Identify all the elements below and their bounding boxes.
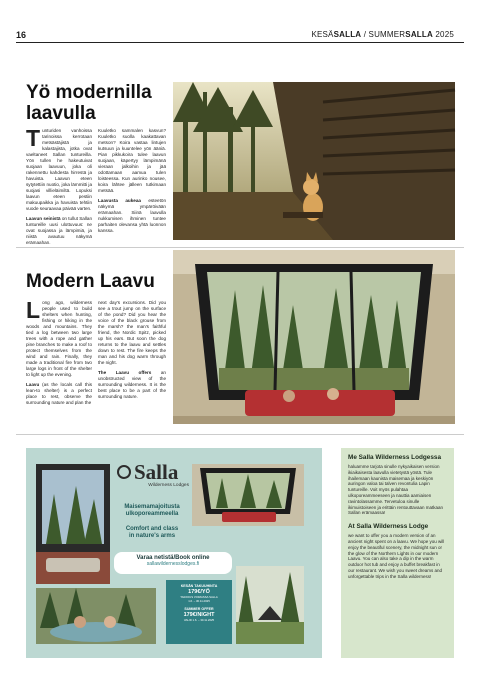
page-number: 16 bbox=[16, 30, 27, 40]
footer-divider bbox=[16, 434, 464, 435]
logo-sub: Wilderness Lodges bbox=[148, 483, 189, 488]
offer-fi-dates: 1.6. – 30.11.2025 bbox=[188, 599, 210, 603]
header-mid: / SUMMER bbox=[361, 30, 406, 39]
tagline-en-1: Comfort and class bbox=[125, 526, 179, 532]
header-brand-2: SALLA bbox=[405, 30, 433, 39]
header-brand-1: SALLA bbox=[333, 30, 362, 39]
tagline-en bbox=[115, 526, 189, 540]
fi-column-1 bbox=[26, 125, 93, 245]
header-year: 2025 bbox=[432, 30, 454, 39]
fi-title-line-1: Yö modernilla bbox=[26, 82, 152, 103]
header-rule bbox=[16, 42, 464, 43]
fi-column-2 bbox=[98, 128, 166, 236]
ad-laavu-photo bbox=[192, 464, 304, 526]
offer-en-price: 179€/NIGHT bbox=[183, 612, 215, 618]
fi-dropcap: T bbox=[26, 125, 41, 151]
modern-laavu-photo bbox=[173, 250, 455, 424]
en-dropcap: L bbox=[26, 297, 41, 323]
price-offer bbox=[166, 580, 232, 644]
fi-col1-lead: Laavun seinistä bbox=[26, 216, 61, 221]
sidebar-fi-title: Me Salla Wilderness Lodgessa bbox=[348, 454, 441, 461]
laavu-dog-photo bbox=[173, 82, 455, 240]
book-line-2: sallawildernesslodges.fi bbox=[146, 561, 200, 567]
logo-mark-icon bbox=[117, 465, 131, 479]
fi-col2-text: Kuuletko sammalen kasvun? Kuuletko suolla kaakattavan metson? Koira vastaa lintujen kutsuun ja kuuntelee yön ääniä. Pian pikkukoira tulee laavun suojaan, käpertyy lämpimänä vieraan jalkoihin ja jää odottamaan aamua tulen loisteessa. Kun aurinko nousee, koira lähtee jälleen tutkimaan metsää. bbox=[98, 128, 166, 193]
book-online-link[interactable] bbox=[114, 552, 232, 574]
ad-cabin-photo bbox=[236, 566, 304, 644]
en-col2-lead: The Laavu offers bbox=[98, 370, 152, 375]
fi-title bbox=[26, 82, 176, 124]
section-divider bbox=[16, 247, 464, 248]
en-title: Modern Laavu bbox=[26, 271, 155, 292]
fi-title-line-2: laavulla bbox=[26, 103, 96, 124]
tagline-fi-1: Maisemamajoitusta bbox=[124, 504, 180, 510]
sidebar-en-title: At Salla Wilderness Lodge bbox=[348, 523, 429, 531]
fi-col2-text-2: esteetön näkymä ympäröivään erämaahan. Siinä laavulla nukkumisen ihminen tuntee parhaiten olevansa yhtä luonnon kanssa. bbox=[98, 198, 166, 233]
ad-window-photo bbox=[36, 464, 110, 584]
en-col1-intro: ong ago, wilderness people used to build shelters when hunting, fishing or hiking in the woods and mountains. They tied a log between two large trees with a rope and gather pine branches to make a roof to protect themselves from the wind and rain. Finally, they made a traditional fire from two large logs in front of the shelter to light up the evening. bbox=[26, 300, 92, 377]
tagline-en-2: in nature's arms bbox=[128, 533, 176, 539]
page-header bbox=[311, 30, 454, 39]
book-line-1: Varaa netistä/Book online bbox=[136, 555, 210, 561]
offer-fi-price: 179€/YÖ bbox=[188, 589, 210, 595]
offer-fi-note: TARJOUS VOIMASSA SALLA bbox=[180, 595, 218, 599]
en-col2-text: next day's excursions. Did you see a trout jump on the surface of the pond? Did you hear the voice of the black grouse from the marsh? the man's faithful friend, the Nordic Spitz, picked up his ears. But soon the dog returns to the laavu and settles down to rest. The fire keeps the man and his dog warm through the night. bbox=[98, 300, 166, 365]
tagline-fi-2: ulkoporeammeella bbox=[125, 511, 179, 517]
sidebar-en-text: we want to offer you a modern version of an ancient night spent on a laavu. We hope you will enjoy the beautiful scenery, the midnight sun or the glow of the Northern Lights in our modern Laavu. You can also take a dip in the warm outdoor hot tub and enjoy a buffet breakfast in our restaurant. We wish you sweet dreams and unforgettable trips in the Salla wilderness! bbox=[348, 533, 445, 579]
en-column-2 bbox=[98, 300, 166, 418]
tagline-fi bbox=[115, 504, 189, 518]
en-col1-text: (as the locals call this lean-to shelter) is a perfect place to rest, observe the surrounding nature and plan the bbox=[26, 382, 92, 405]
offer-fi-title: KESÄN TAKUUHINTA bbox=[180, 584, 218, 588]
en-col1-lead: Laavu bbox=[26, 382, 40, 387]
salla-lodges-ad[interactable] bbox=[26, 448, 322, 658]
offer-en-title: SUMMER OFFER bbox=[184, 607, 214, 611]
sidebar-fi-text: haluamme tarjota sinulle nykyaikaisen version ikiaikaisesta laavulla vietetystä yöstä. Tule ihailemaan kaunista maisemaa ja keskiyön auringon valoa tai talven revontulia Lapin tuntureille. Voit myös pulahtaa ulkoporeammeeseen ja nauttia aamiaisen ravintolassamme. Tervetuloa sinulle ikimuistoiseen ja erittäin rentouttavaan matkaan Sallan erämaassa! bbox=[348, 464, 444, 516]
fi-col1-text: on tullut Sallan tuntureille uusi ulottuvuus: ne ovat suojassa ja lämpimiä, ja niistä avautuu näkymä erämaahan. bbox=[26, 216, 93, 245]
ad-logo bbox=[117, 462, 189, 488]
ad-hottub-photo bbox=[36, 588, 156, 644]
en-column-1 bbox=[26, 297, 92, 418]
header-pre: KESÄ bbox=[311, 30, 334, 39]
fi-col2-lead: Laavusta aukeaa bbox=[98, 198, 141, 203]
fi-col1-intro: unturiden vanhoissa tarinoissa kerrotaan metsästäjistä ja kalastajista, jotka ovat vaeltaneet Sallan tuntureilla. Yön tullen he hakeutuivat suojaan laavuun, joka oli rakennettu kahdesta hirrestä ja havuista. Laavun eteen sytytettiin nuotio, joka lämmitti ja suojasi villieläimiltä. Lopuksi laavun eteen pestiin makuupaikka ja havuista tehtiin vuode seuraavaa päivää varten. bbox=[26, 128, 92, 211]
offer-en-dates: VALID 1.6. – 30.11.2025 bbox=[183, 618, 215, 622]
en-col2-text-2: an unobstructed view of the surrounding wilderness. It is the best place to be a part of the surrounding nature. bbox=[98, 370, 166, 399]
lodge-sidebar bbox=[341, 448, 454, 658]
logo-word: Salla bbox=[134, 460, 179, 484]
